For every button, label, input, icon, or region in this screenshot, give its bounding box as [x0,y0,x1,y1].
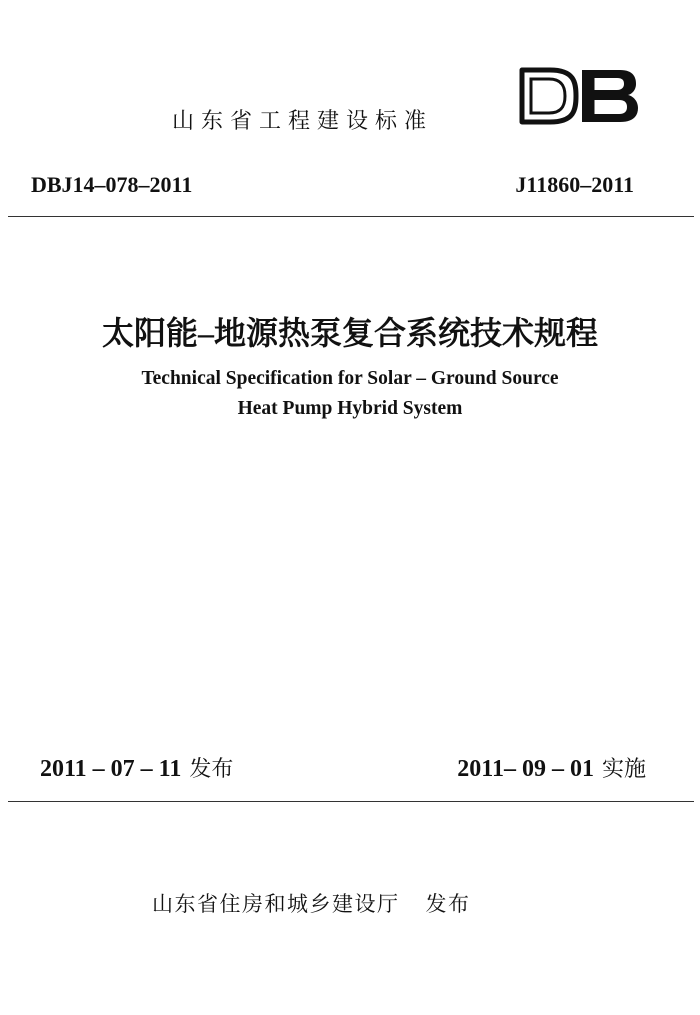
bottom-divider [8,801,694,802]
implement-label: 实施 [601,757,646,782]
issue-label: 发布 [189,757,234,782]
issue-date: 2011 – 07 – 11 [40,756,182,782]
standard-code: DBJ14–078–2011 [31,172,193,197]
publisher-line [152,888,471,918]
standard-type-heading: 山东省工程建设标准 [172,109,434,134]
implement-date-row [457,752,646,783]
top-divider [8,216,694,217]
implement-date: 2011– 09 – 01 [457,756,594,782]
publisher-action: 发布 [425,892,471,916]
db-logo-icon [516,66,640,126]
title-chinese: 太阳能–地源热泵复合系统技术规程 [101,315,598,351]
record-code: J11860–2011 [515,172,634,197]
publisher-name: 山东省住房和城乡建设厅 [152,892,400,916]
title-english-line-2: Heat Pump Hybrid System [237,398,463,419]
title-english-line-1: Technical Specification for Solar – Ground Source [141,368,559,389]
issue-date-row [40,752,233,783]
